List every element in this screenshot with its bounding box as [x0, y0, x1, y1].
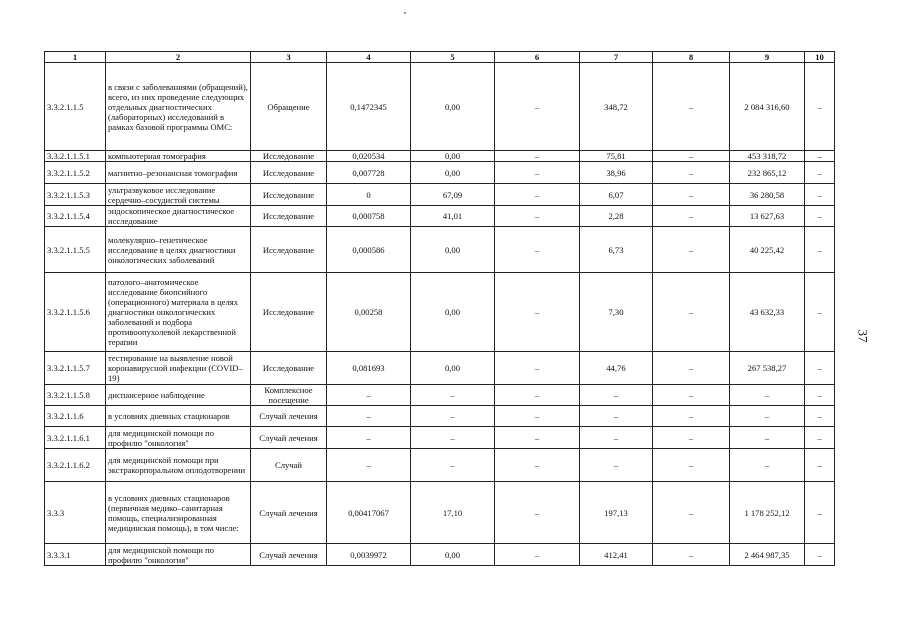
- value-col10: –: [805, 162, 835, 184]
- value-col10: –: [805, 184, 835, 206]
- header-cell: 10: [805, 52, 835, 63]
- value-col6: –: [495, 162, 580, 184]
- value-col5: 0,00: [411, 544, 495, 566]
- table-row: [45, 482, 835, 544]
- row-name: диспансерное наблюдение: [106, 385, 251, 406]
- row-unit: Случай лечения: [251, 427, 327, 449]
- row-code: 3.3.2.1.1.5.1: [45, 151, 106, 162]
- table-row: [45, 151, 835, 162]
- value-col6: –: [495, 449, 580, 482]
- value-col9: 1 178 252,12: [730, 482, 805, 544]
- value-col6: –: [495, 206, 580, 227]
- row-code: 3.3.2.1.1.5.2: [45, 162, 106, 184]
- row-code: 3.3.2.1.1.5.8: [45, 385, 106, 406]
- table-row: [45, 406, 835, 427]
- value-col9: 13 627,63: [730, 206, 805, 227]
- row-code: 3.3.2.1.1.6: [45, 406, 106, 427]
- table-row: [45, 206, 835, 227]
- row-name: для медицинской помощи по профилю "онкология": [106, 544, 251, 566]
- value-col10: –: [805, 227, 835, 273]
- value-col5: –: [411, 449, 495, 482]
- row-unit: Случай лечения: [251, 406, 327, 427]
- value-col5: –: [411, 385, 495, 406]
- value-col4: 0,007728: [327, 162, 411, 184]
- header-cell: 1: [45, 52, 106, 63]
- value-col5: 17,10: [411, 482, 495, 544]
- value-col6: –: [495, 151, 580, 162]
- value-col9: 267 538,27: [730, 352, 805, 385]
- table-body: [45, 63, 835, 566]
- value-col10: –: [805, 385, 835, 406]
- value-col6: –: [495, 352, 580, 385]
- header-cell: 8: [653, 52, 730, 63]
- row-name: молекулярно–генетическое исследование в целях диагностики онкологических заболеваний: [106, 227, 251, 273]
- value-col8: –: [653, 151, 730, 162]
- value-col8: –: [653, 273, 730, 352]
- header-cell: 6: [495, 52, 580, 63]
- row-code: 3.3.3: [45, 482, 106, 544]
- value-col7: 44,76: [580, 352, 653, 385]
- value-col6: –: [495, 482, 580, 544]
- value-col6: –: [495, 227, 580, 273]
- value-col4: –: [327, 406, 411, 427]
- value-col9: –: [730, 427, 805, 449]
- value-col7: –: [580, 406, 653, 427]
- table-row: [45, 273, 835, 352]
- row-unit: Исследование: [251, 151, 327, 162]
- value-col10: –: [805, 352, 835, 385]
- value-col6: –: [495, 427, 580, 449]
- value-col10: –: [805, 427, 835, 449]
- value-col9: –: [730, 385, 805, 406]
- value-col8: –: [653, 227, 730, 273]
- value-col8: –: [653, 544, 730, 566]
- value-col7: 75,81: [580, 151, 653, 162]
- row-code: 3.3.2.1.1.5: [45, 63, 106, 151]
- value-col10: –: [805, 449, 835, 482]
- value-col7: 38,96: [580, 162, 653, 184]
- header-cell: 9: [730, 52, 805, 63]
- row-name: в условиях дневных стационаров: [106, 406, 251, 427]
- row-name: в связи с заболеваниями (обращений), всего, из них проведение следующих отдельных диагностических (лабораторных) исследований в рамках базовой программы ОМС:: [106, 63, 251, 151]
- row-unit: Исследование: [251, 206, 327, 227]
- row-unit: Комплексное посещение: [251, 385, 327, 406]
- header-cell: 3: [251, 52, 327, 63]
- value-col8: –: [653, 162, 730, 184]
- header-cell: 4: [327, 52, 411, 63]
- row-name: патолого–анатомическое исследование биопсийного (операционного) материала в целях диагностики онкологических заболеваний и подбора противоопухолевой лекарственной терапии: [106, 273, 251, 352]
- header-cell: 7: [580, 52, 653, 63]
- value-col7: 6,73: [580, 227, 653, 273]
- table-row: [45, 449, 835, 482]
- row-unit: Случай: [251, 449, 327, 482]
- value-col10: –: [805, 273, 835, 352]
- value-col5: 0,00: [411, 162, 495, 184]
- page-number: 37: [855, 329, 871, 343]
- table-row: [45, 184, 835, 206]
- value-col6: –: [495, 63, 580, 151]
- value-col4: –: [327, 385, 411, 406]
- value-col5: 67,09: [411, 184, 495, 206]
- value-col9: –: [730, 449, 805, 482]
- value-col7: –: [580, 427, 653, 449]
- value-col7: 197,13: [580, 482, 653, 544]
- value-col5: 0,00: [411, 352, 495, 385]
- table-row: [45, 427, 835, 449]
- value-col5: 0,00: [411, 151, 495, 162]
- row-name: компьютерная томография: [106, 151, 251, 162]
- value-col9: 36 280,58: [730, 184, 805, 206]
- table-row: [45, 63, 835, 151]
- value-col9: 2 464 987,35: [730, 544, 805, 566]
- table-row: [45, 162, 835, 184]
- value-col5: 0,00: [411, 273, 495, 352]
- value-col8: –: [653, 406, 730, 427]
- value-col10: –: [805, 63, 835, 151]
- value-col7: 412,41: [580, 544, 653, 566]
- value-col9: 40 225,42: [730, 227, 805, 273]
- value-col4: 0,1472345: [327, 63, 411, 151]
- value-col6: –: [495, 406, 580, 427]
- table-row: [45, 227, 835, 273]
- row-code: 3.3.2.1.1.5.3: [45, 184, 106, 206]
- value-col5: 41,01: [411, 206, 495, 227]
- row-name: ультразвуковое исследование сердечно–сосудистой системы: [106, 184, 251, 206]
- row-unit: Исследование: [251, 273, 327, 352]
- value-col9: –: [730, 406, 805, 427]
- row-code: 3.3.2.1.1.5.5: [45, 227, 106, 273]
- value-col5: 0,00: [411, 227, 495, 273]
- value-col4: –: [327, 449, 411, 482]
- row-name: эндоскопическое диагностическое исследование: [106, 206, 251, 227]
- value-col10: –: [805, 544, 835, 566]
- value-col5: –: [411, 406, 495, 427]
- value-col10: –: [805, 151, 835, 162]
- header-cell: 5: [411, 52, 495, 63]
- row-unit: Исследование: [251, 352, 327, 385]
- value-col4: 0,0039972: [327, 544, 411, 566]
- value-col7: 6,07: [580, 184, 653, 206]
- row-unit: Исследование: [251, 227, 327, 273]
- value-col10: –: [805, 482, 835, 544]
- row-unit: Случай лечения: [251, 544, 327, 566]
- value-col8: –: [653, 482, 730, 544]
- header-cell: 2: [106, 52, 251, 63]
- value-col9: 2 084 316,60: [730, 63, 805, 151]
- row-unit: Исследование: [251, 162, 327, 184]
- value-col5: 0,00: [411, 63, 495, 151]
- value-col4: 0,020534: [327, 151, 411, 162]
- row-name: в условиях дневных стационаров (первичная медико–санитарная помощь, специализированная медицинская помощь), в том числе:: [106, 482, 251, 544]
- value-col6: –: [495, 385, 580, 406]
- value-col4: 0,00258: [327, 273, 411, 352]
- value-col8: –: [653, 385, 730, 406]
- row-code: 3.3.2.1.1.5.4: [45, 206, 106, 227]
- value-col8: –: [653, 352, 730, 385]
- table-row: [45, 385, 835, 406]
- value-col7: 348,72: [580, 63, 653, 151]
- value-col9: 453 318,72: [730, 151, 805, 162]
- row-code: 3.3.2.1.1.5.7: [45, 352, 106, 385]
- row-unit: Обращение: [251, 63, 327, 151]
- value-col10: –: [805, 406, 835, 427]
- tariff-table: [44, 51, 835, 566]
- row-unit: Исследование: [251, 184, 327, 206]
- row-name: магнитно–резонансная томография: [106, 162, 251, 184]
- row-unit: Случай лечения: [251, 482, 327, 544]
- value-col7: 7,30: [580, 273, 653, 352]
- value-col7: 2,28: [580, 206, 653, 227]
- scan-speck: [404, 12, 406, 14]
- value-col6: –: [495, 544, 580, 566]
- header-row: [45, 52, 835, 63]
- row-code: 3.3.2.1.1.5.6: [45, 273, 106, 352]
- value-col7: –: [580, 449, 653, 482]
- value-col4: 0,000758: [327, 206, 411, 227]
- value-col7: –: [580, 385, 653, 406]
- value-col8: –: [653, 427, 730, 449]
- row-name: для медицинской помощи при экстракорпоральном оплодотворении: [106, 449, 251, 482]
- value-col8: –: [653, 184, 730, 206]
- table-row: [45, 544, 835, 566]
- value-col8: –: [653, 449, 730, 482]
- row-code: 3.3.3.1: [45, 544, 106, 566]
- table-row: [45, 352, 835, 385]
- value-col9: 232 865,12: [730, 162, 805, 184]
- value-col4: 0,00417067: [327, 482, 411, 544]
- value-col9: 43 632,33: [730, 273, 805, 352]
- value-col8: –: [653, 206, 730, 227]
- row-name: для медицинской помощи по профилю "онкология": [106, 427, 251, 449]
- value-col4: 0: [327, 184, 411, 206]
- value-col6: –: [495, 273, 580, 352]
- value-col4: 0,000586: [327, 227, 411, 273]
- value-col8: –: [653, 63, 730, 151]
- value-col4: –: [327, 427, 411, 449]
- value-col6: –: [495, 184, 580, 206]
- value-col4: 0,081693: [327, 352, 411, 385]
- value-col10: –: [805, 206, 835, 227]
- row-code: 3.3.2.1.1.6.2: [45, 449, 106, 482]
- row-name: тестирование на выявление новой коронавирусной инфекции (COVID–19): [106, 352, 251, 385]
- row-code: 3.3.2.1.1.6.1: [45, 427, 106, 449]
- value-col5: –: [411, 427, 495, 449]
